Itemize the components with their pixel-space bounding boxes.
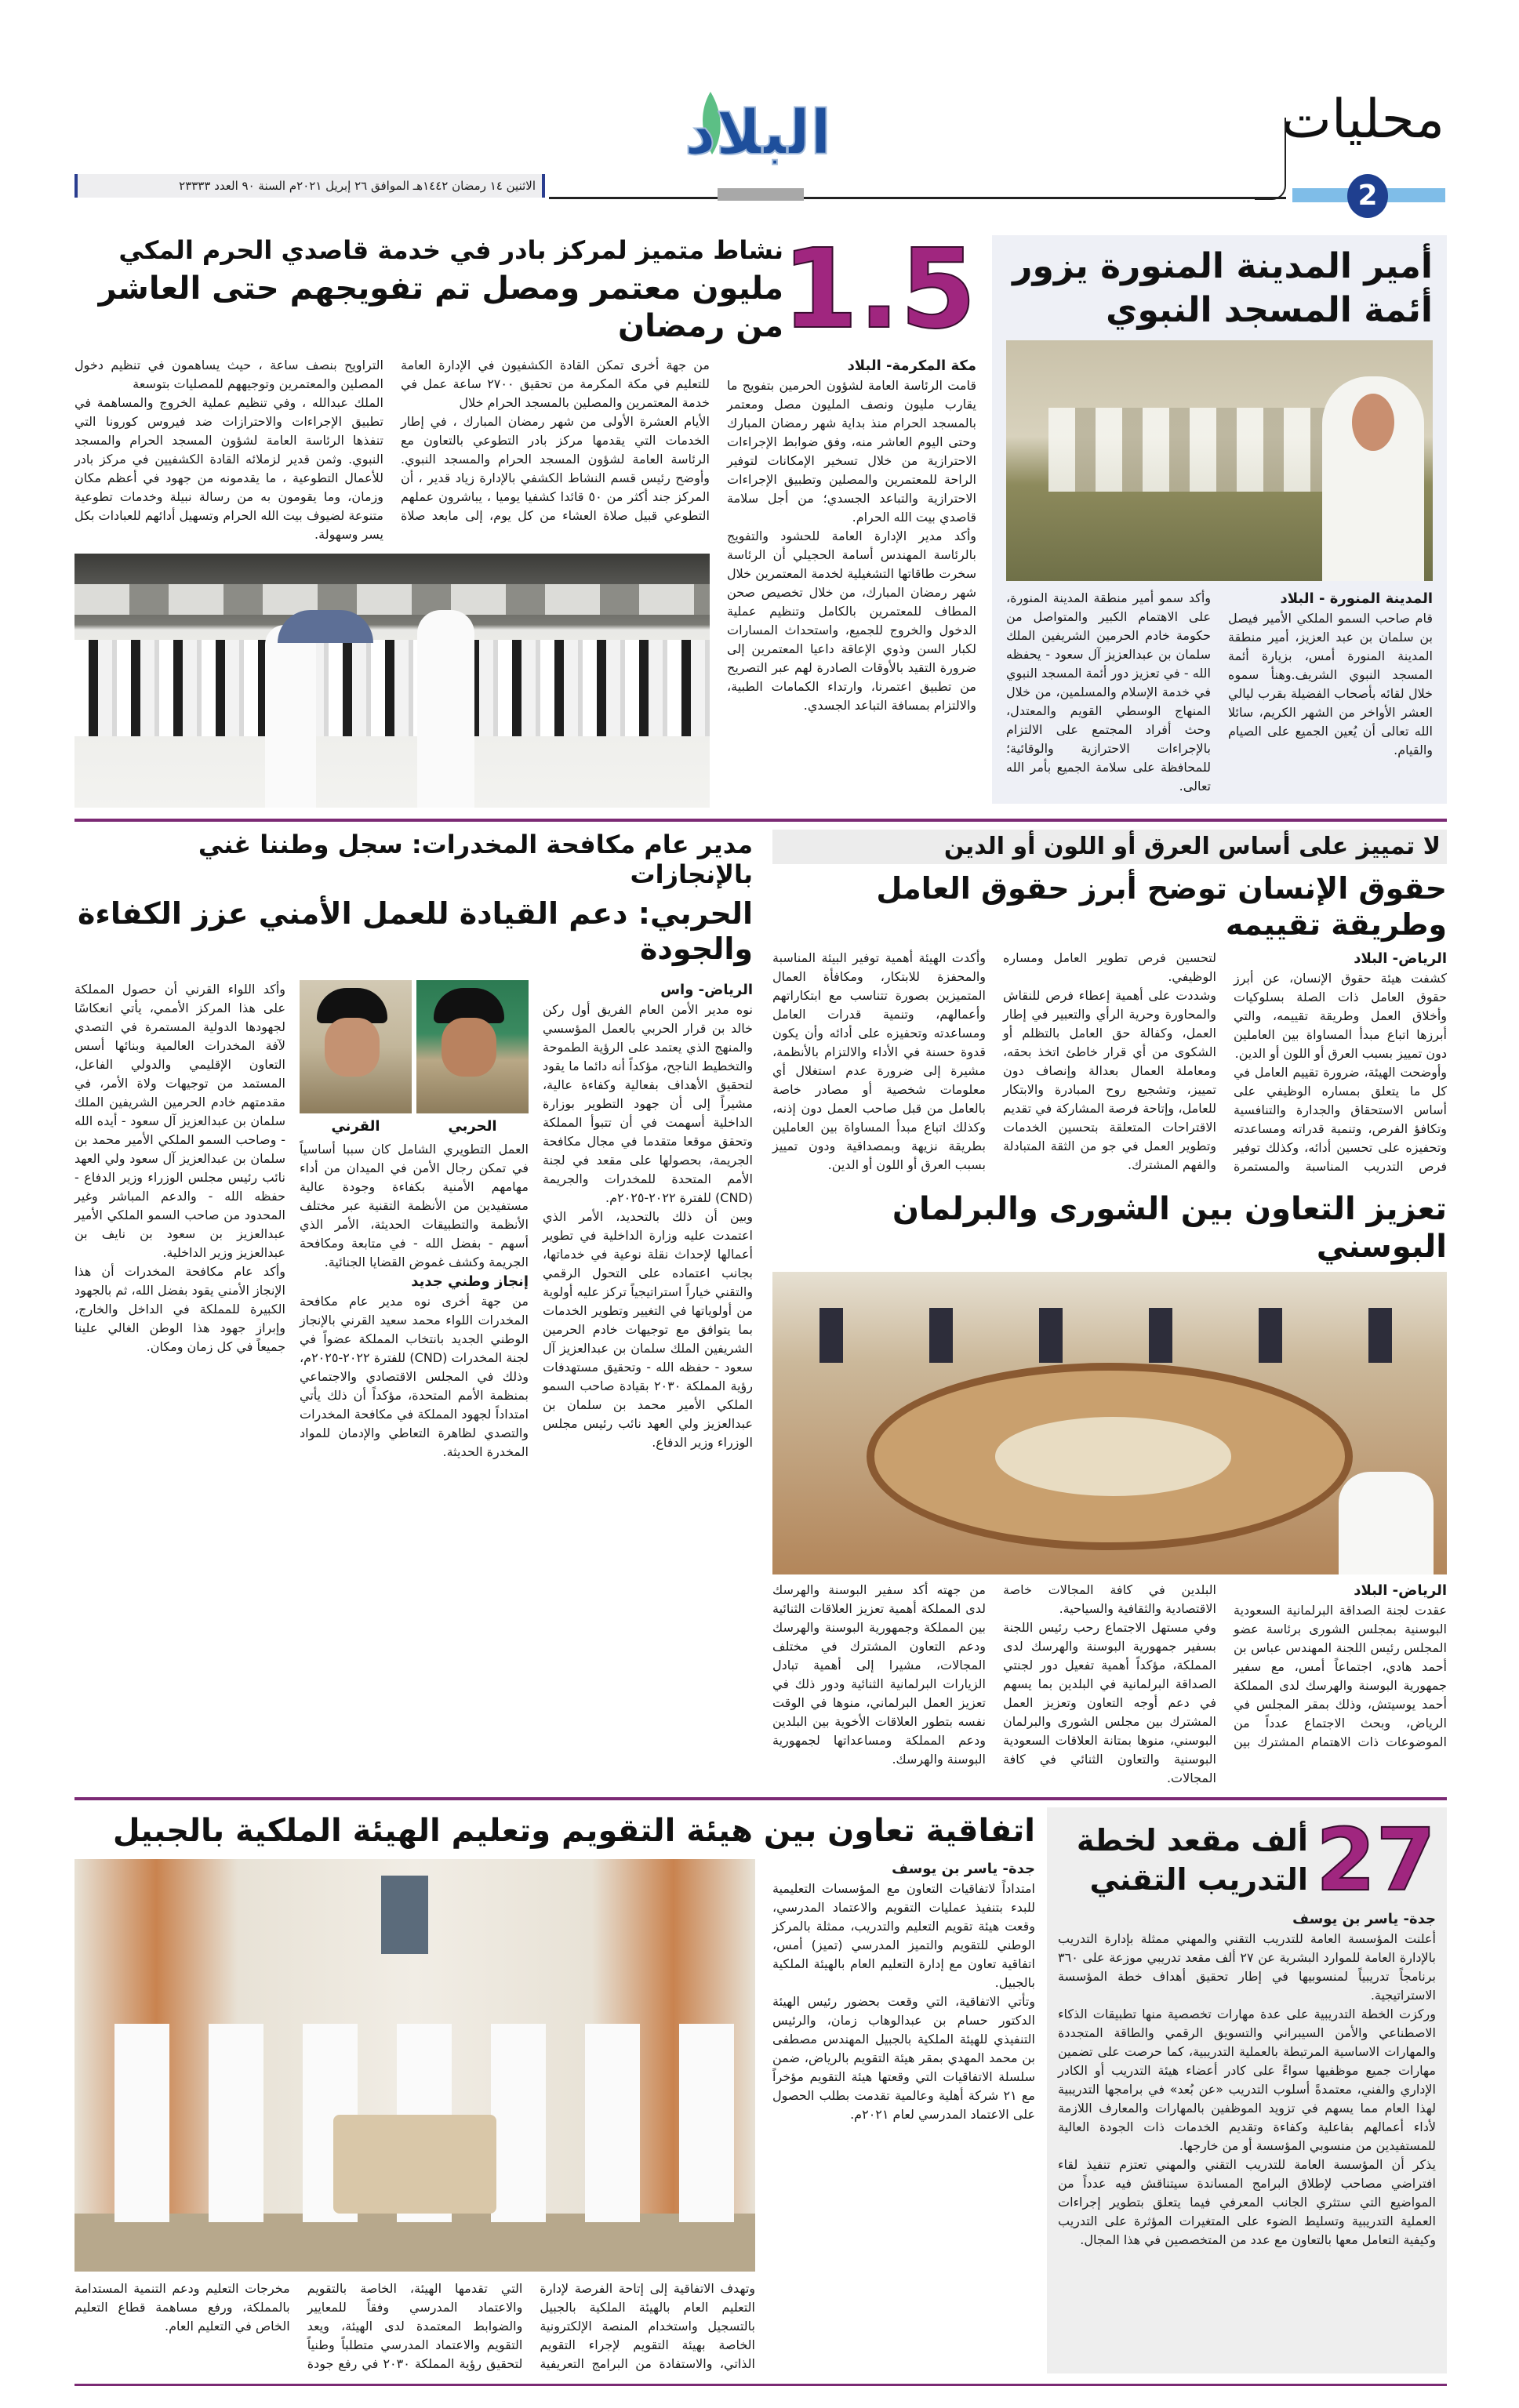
issue-date-text: الاثنين ١٤ رمضان ١٤٤٢هـ الموافق ٢٦ إبريل ٢٠٢١م السنة ٩٠ العدد ٢٣٣٣٣ [179, 179, 536, 193]
article-training [1047, 1807, 1447, 2373]
footer-rule [74, 2384, 1447, 2386]
dateline: جدة- ياسر بن يوسف [892, 1861, 1035, 1877]
paragraph: امتداداً لاتفاقيات التعاون مع المؤسسات التعليمية للبدء بتنفيذ عمليات التقويم والاعتماد المدرسي، وقعت هيئة تقويم التعليم والتدريب، ممثلة بالمركز الوطني للتقويم والتميز المدرسي (تميز) أمس، اتفاقية تعاون مع إدارة التعليم العام بالهيئة الملكية بالجبيل. [772, 1881, 1035, 1990]
kicker: نشاط متميز لمركز بادر في خدمة قاصدي الحرم المكي [118, 235, 783, 265]
logo-underbar [718, 188, 804, 201]
logo [684, 90, 831, 184]
paragraph: وركزت الخطة التدريبية على عدة مهارات تخصصية منها تطبيقات الذكاء الاصطناعي والأمن السيبراني والتسويق الرقمي والطاقة المتجددة والمهارات الاساسية المرتبطة بالعملية التدريبية، كما حرصت على تضمين مهارات جميع موظفيها سواءً على كادر أعضاء هيئة التدريب أو الكادر الإداري والفني، معتمدةً أسلوب التدريب «عن بُعد» في برامجها التدريبية لهذا العام مما يسهم في تزويد الموظفين بالمهارات والمعارف اللازمة لأداء أعمالهم بفاعلية وكفاءة وتقديم الخدمات ذات الجودة العالية للمستفيدين من منسوبي المؤسسة أو من خارجها. [1058, 2007, 1436, 2153]
paragraph: من جهة أخرى تمكن القادة الكشفيون في الإدارة العامة للتعليم في مكة المكرمة من تحقيق ٢٧٠٠ ساعة عمل في خدمة المعتمرين والمصلين بالمسجد الحرام خلال [401, 358, 710, 411]
paragraph: يذكر أن المؤسسة العامة للتدريب التقني والمهني تعتزم تنفيذ لقاء افتراضي مصاحب لإطلاق البرامج المساندة سيتناقش فيه عدداً من المواضيع التي ستثري الجانب المعرفي فيما يتعلق بتطوير إجراءات العملية التدريبية وتسليط الضوء على المتغيرات المؤثرة على التدريب وكيفية التعامل معها بالتعاون مع عدد من المتخصصين في هذا المجال. [1058, 2157, 1436, 2247]
dateline: المدينة المنورة - البلاد [1280, 590, 1433, 607]
headline: مليون معتمر ومصل تم تفويجهم حتى العاشر من رمضان [98, 271, 783, 345]
kicker: مدير عام مكافحة المخدرات: سجل وطننا غني بالإنجازات [198, 830, 753, 890]
paragraph: وتأتي الاتفاقية، التي وقعت بحضور رئيس الهيئة الدكتور حسام بن عبدالوهاب زمان، والرئيس التنفيذي للهيئة الملكية بالجبيل المهندس مصطفى بن محمد المهدي بمقر هيئة التقويم بالرياض، ضمن سلسلة الاتفاقيات التي وقعتها هيئة التقويم مؤخراً مع ٢١ شركة أهلية وعالمية تقدمت بطلب الحصول على الاعتماد المدرسي لعام ٢٠٢١م. [772, 1994, 1035, 2122]
headline: ألف مقعد لخطة التدريب التقني [1076, 1823, 1308, 1897]
article-body [772, 949, 1447, 1176]
big-number: 1.5 [781, 226, 976, 354]
article-body [1058, 1909, 1436, 2250]
paragraph: قام صاحب السمو الملكي الأمير فيصل بن سلمان بن عبد العزيز، أمير منطقة المدينة المنورة أمس، بزيارة أئمة المسجد النبوي الشريف.وهنأ سموه خلال لقائه بأصحاب الفضيلة بقرب ليالي العشر الأواخر من الشهر الكريم، سائلا الله تعالى أن يُعين الجميع على الصيام والقيام. [1228, 611, 1433, 757]
photo-shura-meeting [772, 1272, 1447, 1574]
article-body-col1 [772, 1859, 1035, 2373]
article-body [1006, 589, 1433, 796]
issue-dateline [74, 174, 545, 198]
content-row [74, 356, 976, 808]
caption-harbi: الحربي [448, 1117, 497, 1135]
section-rule [74, 819, 1447, 822]
paragraph: العمل التطويري الشامل كان سببا أساسياً في تمكن رجال الأمن في الميدان من أداء مهامهم الأمنية بكفاءة وجودة عالية مستفيدين من الأنظمة التقنية عبر مختلف الأنظمة والتطبيقات الحديثة، الأمر الذي أسهم - بفضل الله - في متابعة ومكافحة الجريمة وكشف غموض القضايا الجنائية. [300, 1141, 529, 1269]
headline: اتفاقية تعاون بين هيئة التقويم وتعليم الهيئة الملكية بالجبيل [112, 1813, 1035, 1849]
kicker: لا تمييز على أساس العرق أو اللون أو الدين [772, 830, 1447, 864]
paragraph: كشفت هيئة حقوق الإنسان، عن أبرز حقوق العامل ذات الصلة بسلوكيات وأخلاق العمل وطريقة تقييمه، والتي أبرزها اتباع مبدأ المساواة بين العاملين دون تمييز بسبب العرق أو اللون أو الدين. [1234, 971, 1447, 1061]
section-rule [74, 1797, 1447, 1800]
content-row [74, 980, 753, 1788]
article-madinah [992, 235, 1447, 804]
title-row [74, 226, 976, 354]
paragraph: عقدت لجنة الصداقة البرلمانية السعودية البوسنية بمجلس الشورى برئاسة عضو المجلس رئيس اللجنة المهندس عباس بن أحمد هادي، اجتماعاً أمس، مع سفير جمهورية البوسنة والهرسك لدى المملكة أحمد يوسيتش، وذلك بمقر المجلس في الرياض، وبحث الاجتماع عدداً من الموضوعات ذات الاهتمام المشترك بين البلدين في كافة المجالات خاصة الاقتصادية والثقافية والسياحية. [1003, 1582, 1447, 1749]
article-body [772, 1581, 1447, 1788]
dateline: الرياض- واس [660, 981, 753, 998]
paragraph: وشددت على أهمية إعطاء فرص للنقاش والمحاورة وحرية الرأي والتعبير في إطار العمل، وكفالة حق العامل بالتظلم أو الشكوى من أي قرار خاطئ اتخذ بحقه، ومعاملة العمال بعدالة وإنصاف دون تمييز، وتشجيع روح المبادرة والابتكار للعامل، وإتاحة فرصة المشاركة في تقديم الاقتراحات المتعلقة بتحسين الخدمات وتطوير العمل في جو من الثقة المتبادلة والفهم المشترك. [1003, 988, 1216, 1172]
paragraph: قامت الرئاسة العامة لشؤون الحرمين بتفويج ما يقارب مليون ونصف المليون مصل ومعتمر بالمسجد الحرام منذ بداية شهر رمضان المبارك وحتى اليوم العاشر منه، وفق ضوابط الإجراءات الاحترازية من خلال تسخير الإمكانات لتوفير الراحة للمعتمرين والمصلين وتطبيق الإجراءات الاحترازية والتباعد الجسدي؛ من أجل سلامة قاصدي بيت الله الحرام. [727, 378, 976, 525]
paragraph: أعلنت المؤسسة العامة للتدريب التقني والمهني ممثلة بإدارة التدريب بالإدارة العامة للموارد البشرية عن ٢٧ ألف مقعد تدريبي موزعة على ٣٦٠ برنامجاً تدريبياً لمنسوبيها في إطار تحقيق أهداف خطة المؤسسة الاستراتيجية. [1058, 1931, 1436, 2003]
paragraph: وأكد اللواء القرني أن حصول المملكة على هذا المركز الأممي، يأتي انعكاسًا لجهودها الدولية المستمرة في التصدي لآفة المخدرات العالمية وبنائها أسس التعاون الإقليمي والدولي الفاعل، المستمد من توجيهات ولاة الأمر، في مقدمتهم خادم الحرمين الشريفين الملك سلمان بن عبدالعزيز آل سعود - أيده الله - وصاحب السمو الملكي الأمير محمد بن سلمان بن عبدالعزيز آل سعود ولي العهد نائب رئيس مجلس الوزراء وزير الدفاع - حفظه الله - والدعم المباشر وغير المحدود من صاحب السمو الملكي الأمير عبدالعزيز بن سعود بن نايف بن عبدالعزيز وزير الداخلية. [74, 981, 285, 1260]
page-number-badge: 2 [1347, 174, 1388, 218]
headline: حقوق الإنسان توضح أبرز حقوق العامل وطريقة تقييمه [876, 871, 1447, 942]
paragraph: وأكد سمو أمير منطقة المدينة المنورة، على الاهتمام الكبير والمتواصل من حكومة خادم الحرمين الشريفين الملك سلمان بن عبدالعزيز آل سعود - يحفظه الله - في تعزيز دور أئمة المسجد النبوي في خدمة الإسلام والمسلمين، من خلال المنهاج الوسطي القويم والمعتدل، وحث أفراد المجتمع على الالتزام بالإجراءات الاحترازية والوقائية؛ للمحافظة على سلامة الجميع بأمر الله تعالى. [1006, 590, 1211, 794]
paragraph: وأوضحت الهيئة، ضرورة تقييم العامل في كل ما يتعلق بمساره الوظيفي على أساس الاستحقاق والجدارة والتنافسية وتكافؤ الفرص، وتنمية قدراته ومساعدته وتحفيزه على تحسين أدائه، وكذلك توفير فرص التدريب المناسبة والمستمرة لتحسين فرص تطوير العامل ومساره الوظيفي. [1003, 950, 1447, 1174]
paragraph: الأيام العشرة الأولى من شهر رمضان المبارك ، في إطار الخدمات التي يقدمها مركز بادر التطوعي بالتعاون مع الرئاسة العامة لشؤون المسجد الحرام والمسجد النبوي. وأوضح رئيس قسم النشاط الكشفي بالإدارة زياد قدير ، أن المركز جند أكثر من ٥٠ قائدا كشفيا يوميا ، يباشرون عملهم التطوعي قبيل صلاة العشاء من كل يوم، إلى مابعد صلاة التراويح بنصف ساعة ، حيث يساهمون في تنظيم دخول المصلين والمعتمرين وتوجيههم للمصليات بتوسعة [74, 358, 710, 524]
article-jubail [74, 1807, 1035, 2373]
subhead: إنجاز وطني جديد [411, 1273, 529, 1290]
article-body-col2 [300, 1140, 529, 1462]
article-body-cols [74, 2279, 755, 2373]
paragraph: وفي مستهل الاجتماع رحب رئيس اللجنة بسفير جمهورية البوسنة والهرسك لدى المملكة، مؤكداً أهمية تفعيل دور لجنتي الصداقة البرلمانية في البلدين بما يسهم في دعم أوجه التعاون وتعزيز العمل المشترك بين مجلس الشورى والبرلمان البوسني، منوها بمتانة العلاقات السعودية البوسنية والتعاون الثنائي في كافة المجالات. [1003, 1620, 1216, 1785]
big-number: 27 [1315, 1810, 1436, 1910]
article-shura [772, 1190, 1447, 1788]
photo-agreement-signing [74, 1859, 755, 2272]
article-harbi [74, 830, 753, 1788]
paragraph: الملك عبدالله ، وفي تنظيم عملية الخروج والمساهمة في تطبيق الإجراءات والاحترازات ضد فيروس كورونا التي تنفذها الرئاسة العامة لشؤون المسجد الحرام والمسجد النبوي. وثمن قدير لزملائه القادة الكشفيين في مركز بادر للأعمال التطوعية ، ما يقدمونه من جهود في أعظم مكان وزمان، وما يقومون به من رسالة نبيلة وخدمات تطوعية متنوعة لضيوف بيت الله الحرام وتسهيل أدائهم للعبادات بكل يسر وسهولة. [74, 395, 383, 543]
paragraph: من جهة أخرى نوه مدير عام مكافحة المخدرات اللواء محمد سعيد القرني بالإنجاز الوطني الجديد بانتخاب المملكة عضواً في لجنة المخدرات (CND) للفترة ٢٠٢٢-٢٠٢٥م، وذلك في المجلس الاقتصادي والاجتماعي بمنظمة الأمم المتحدة، مؤكداً أن ذلك يأتي امتداداً لجهود المملكة في مكافحة المخدرات والتصدي لظاهرة التعاطي والإدمان للمواد المخدرة الحديثة. [300, 1293, 529, 1459]
article-body-col1 [727, 356, 976, 808]
logo-text: البلاد [684, 98, 831, 169]
article-human-rights [772, 830, 1447, 1176]
photo-imams-meeting [1006, 340, 1433, 581]
masthead [0, 0, 1519, 212]
caption-qarni: القرني [331, 1117, 380, 1135]
article-body-col1 [543, 980, 753, 1788]
middle-column [300, 980, 529, 1788]
paragraph: وأكد عام مكافحة المخدرات أن هذا الإنجاز الأمني يقود بفضل الله، ثم بالجهود الكبيرة للمملكة في الداخل والخارج، وإبراز جهود هذا الوطن الغالي علينا جميعاً في كل زمان ومكان. [74, 1263, 285, 1354]
headline: أمير المدينة المنورة يزور أئمة المسجد النبوي [1012, 246, 1433, 330]
paragraph: وتهدف الاتفاقية إلى إتاحة الفرصة لإدارة التعليم العام بالهيئة الملكية بالجبيل بالتسجيل واستخدام المنصة الإلكترونية الخاصة بهيئة التقويم لإجراء التقويم الذاتي، والاستفادة من البرامج التعريفية التي تقدمها الهيئة، الخاصة بالتقويم والاعتماد المدرسي وفقاً للمعايير والضوابط المعتمدة لدى الهيئة، ويعد التقويم والاعتماد المدرسي متطلباً وطنياً لتحقيق رؤية المملكة ٢٠٣٠ في رفع جودة مخرجات التعليم ودعم التنمية المستدامة بالمملكة، ورفع مساهمة قطاع التعليم الخاص في التعليم العام. [74, 2281, 755, 2371]
dateline: جدة- ياسر بن يوسف [1292, 1911, 1436, 1927]
photo-harbi [416, 980, 529, 1113]
dateline: الرياض- البلاد [1354, 1582, 1447, 1599]
headline: الحربي: دعم القيادة للعمل الأمني عزز الكفاءة والجودة [78, 895, 753, 967]
header-rule [549, 197, 1286, 199]
paragraph: نوه مدير الأمن العام الفريق أول ركن خالد بن قرار الحربي بالعمل المؤسسي والمنهج الذي يعتمد على الرؤية الطموحة والتخطيط الناجح، مؤكداً أنه دائما ما يقود لتحقيق الأهداف بفعالية وكفاءة عالية، مشيراً إلى أن جهود التطوير بوزارة الداخلية أسهمت في أن تتبوأ المملكة وتحقق موقعا متقدما في مجال مكافحة الجريمة، بحصولها على مقعد في لجنة الأمم المتحدة للمخدرات والجريمة (CND) للفترة ٢٠٢٢-٢٠٢٥م. [543, 1001, 753, 1205]
paragraph: وأكدت الهيئة أهمية توفير البيئة المناسبة والمحفزة للابتكار، ومكافأة العمال المتميزين بصورة تتناسب مع ابتكاراتهم وأعمالهم، وتنمية قدرات العامل ومساعدته وتحفيزه على أدائه وأن يكون قدوة حسنة في الأداء والالتزام بالأنظمة، مشيرة إلى ضرورة عدم استغلال أي معلومات شخصية أو مصادر خاصة بالعامل من قبل صاحب العمل دون إذنه، وكذلك اتباع مبدأ المساواة بين العاملين بطريقة نزيهة وبمصداقية ودون تمييز بسبب العرق أو اللون أو الدين. [772, 950, 986, 1172]
paragraph: وأكد مدير الإدارة العامة للحشود والتفويج بالرئاسة المهندس أسامة الحجيلي أن الرئاسة سخرت طاقاتها التشغيلية لخدمة المعتمرين خلال شهر رمضان المبارك، من خلال تخصيص صحن المطاف للمعتمرين بالكامل وتنظيم عملية الدخول والخروج للجميع، واستحداث المسارات لكبار السن وذوي الإعاقة داعيا المعتمرين إلى ضرورة التقيد بالأوقات الصادرة لهم عبر التصريح من تطبيق اعتمرنا، وارتداء الكمامات الطبية، والالتزام بمسافة التباعد الجسدي. [727, 528, 976, 714]
section-title: محليات [1281, 89, 1445, 151]
article-body-col3 [74, 980, 285, 1788]
dateline: مكة المكرمة- البلاد [847, 358, 976, 375]
headline: تعزيز التعاون بين الشورى والبرلمان البوسني [892, 1191, 1447, 1265]
photo-haram-pilgrims [74, 554, 710, 808]
section-divider [1255, 118, 1286, 200]
article-makkah [74, 226, 976, 808]
right-column-middle [772, 830, 1447, 1788]
photo-qarni [300, 980, 412, 1113]
paragraph: وبين أن ذلك بالتحديد، الأمر الذي اعتمدت عليه وزارة الداخلية في تطوير أعمالها لإحداث نقلة نوعية في خدماتها، بجانب اعتماده على التحول الرقمي والتقني خياراً استراتيجياً تركز عليه أولوية من أولوياتها في التغيير وتطوير الخدمات بما يتوافق مع توجيهات خادم الحرمين الشريفين الملك سلمان بن عبدالعزيز آل سعود - حفظه الله - وتحقيق مستهدفات رؤية المملكة ٢٠٣٠ بقيادة صاحب السمو الملكي الأمير محمد بن سلمان بن عبدالعزيز ولي العهد نائب رئيس مجلس الوزراء وزير الدفاع. [543, 1208, 753, 1450]
paragraph: من جهته أكد سفير البوسنة والهرسك لدى المملكة أهمية تعزيز العلاقات الثنائية بين المملكة وجمهورية البوسنة والهرسك ودعم التعاون المشترك في مختلف المجالات، مشيرا إلى أهمية تبادل الزيارات البرلمانية الثنائية ودور ذلك في تعزيز العمل البرلماني، منوها في الوقت نفسه بتطور العلاقات الأخوية بين البلدين ودعم المملكة ومساعداتها لجمهورية البوسنة والهرسك. [772, 1582, 986, 1767]
article-body-cols [74, 356, 710, 544]
dateline: الرياض- البلاد [1354, 950, 1447, 967]
